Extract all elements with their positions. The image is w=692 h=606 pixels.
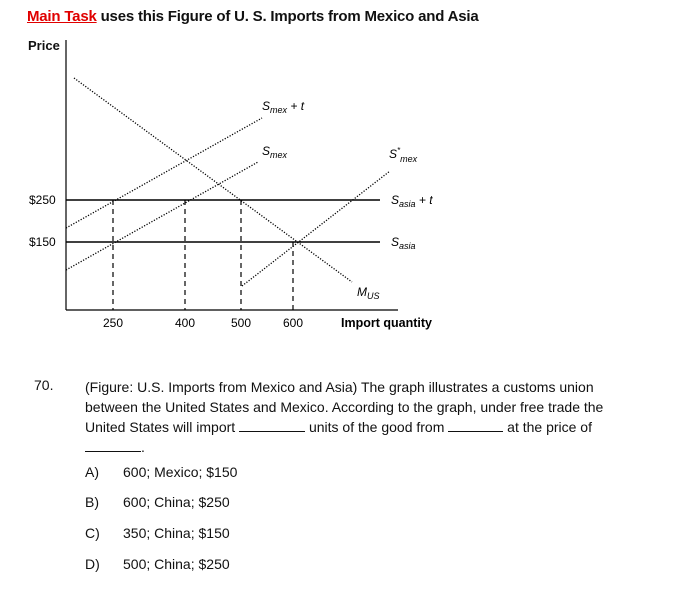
option-b-text: 600; China; $250 [123, 494, 230, 510]
smex-t-label: $S_{mex} + t$ [262, 99, 305, 115]
answer-blank-2 [448, 430, 503, 432]
header-title: uses this Figure of U. S. Imports from Mexico and Asia [96, 8, 479, 25]
qty-tick-500: 500 [230, 316, 252, 330]
smex-label: $S_{mex}$ [262, 144, 288, 160]
y-axis-label: Price [28, 38, 60, 53]
question-number: 70. [34, 377, 54, 393]
qty-tick-250: 250 [102, 316, 124, 330]
option-b[interactable] [85, 494, 230, 510]
option-a-letter: A) [85, 464, 99, 480]
answer-blank-3 [85, 450, 141, 452]
option-a[interactable] [85, 464, 237, 480]
option-c-letter: C) [85, 525, 100, 541]
option-d[interactable] [85, 556, 230, 572]
option-c[interactable] [85, 525, 230, 541]
option-d-text: 500; China; $250 [123, 556, 230, 572]
sasia-label: $S_{asia}$ [391, 235, 416, 251]
main-task-link[interactable]: Main Task [27, 8, 97, 25]
price-tick-250: $250 [29, 193, 56, 207]
price-tick-150: $150 [29, 235, 56, 249]
option-c-text: 350; China; $150 [123, 525, 230, 541]
qty-tick-600: 600 [282, 316, 304, 330]
smex-star-label: $S^*_{mex}$ [389, 146, 418, 164]
smex-curve [66, 162, 258, 270]
qty-tick-400: 400 [174, 316, 196, 330]
option-b-letter: B) [85, 494, 99, 510]
smex-t-curve [66, 118, 262, 228]
option-a-text: 600; Mexico; $150 [123, 464, 238, 480]
x-axis-label: Import quantity [341, 316, 432, 330]
answer-blank-1 [239, 430, 305, 432]
mus-curve [74, 78, 352, 282]
option-d-letter: D) [85, 556, 100, 572]
question-text: (Figure: U.S. Imports from Mexico and Asia) The graph illustrates a customs union between the United States and Mexico. According to the graph, under free trade the United States will import units of the good from at the price of . [85, 379, 604, 455]
mus-label: $M_{US}$ [357, 285, 380, 301]
sasia-t-label: $S_{asia} + t$ [391, 193, 433, 209]
smex-star-curve [242, 171, 390, 286]
